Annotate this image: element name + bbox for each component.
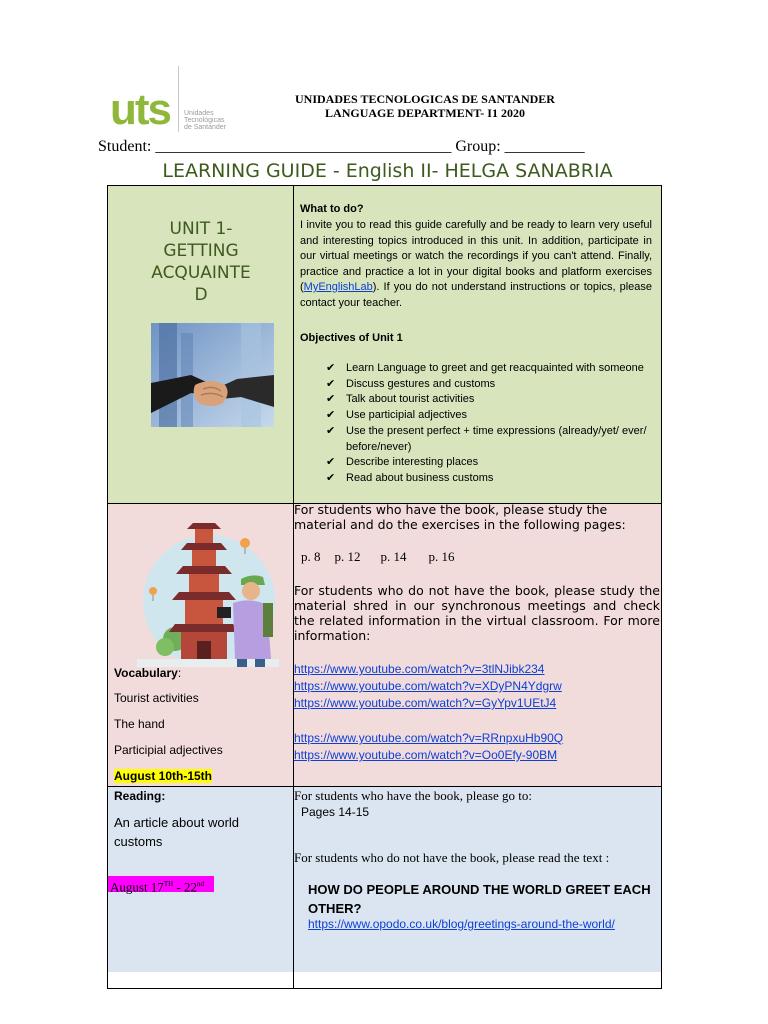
unit-title: UNIT 1- GETTING ACQUAINTE D — [151, 219, 251, 305]
list-item: ✔ Use participial adjectives — [326, 408, 662, 424]
youtube-link[interactable]: https://www.youtube.com/watch?v=GyYpv1UEtJ4 — [294, 696, 557, 710]
youtube-link[interactable]: https://www.youtube.com/watch?v=Oo0Efy-90BM — [294, 748, 558, 762]
list-item: ✔ Discuss gestures and customs — [326, 377, 662, 393]
page-list: p. 8 p. 12 p. 14 p. 16 — [301, 549, 455, 564]
list-item: ✔ Learn Language to greet and get reacquainted with someone — [326, 361, 662, 377]
checkmark-icon: ✔ — [326, 471, 336, 484]
logo-subtitle: Unidades Tecnológicas de Santander — [184, 110, 227, 131]
vocabulary-date: August 10th-15th — [114, 769, 213, 783]
vocabulary-label: Vocabulary — [114, 666, 178, 680]
list-item: The hand — [114, 717, 165, 731]
checkmark-icon: ✔ — [326, 377, 336, 390]
youtube-link[interactable]: https://www.youtube.com/watch?v=RRnpxuHb90Q — [294, 731, 564, 745]
checkmark-icon: ✔ — [326, 456, 336, 469]
reading-label: Reading: — [114, 789, 166, 803]
checkmark-icon: ✔ — [326, 424, 336, 437]
tourist-pagoda-illustration — [137, 519, 279, 667]
objectives-heading: Objectives of Unit 1 — [300, 332, 403, 344]
list-item: Tourist activities — [114, 691, 199, 705]
what-to-do-heading: What to do? — [300, 203, 364, 215]
table-border — [107, 185, 662, 186]
table-border — [661, 185, 662, 989]
youtube-link[interactable]: https://www.youtube.com/watch?v=XDyPN4Ydgrw — [294, 679, 562, 693]
video-links — [294, 661, 562, 712]
reading-book-instructions: For students who have the book, please go to: — [294, 788, 532, 803]
reading-topic: An article about world customs — [114, 815, 240, 849]
myenglishlab-link[interactable]: MyEnglishLab — [303, 281, 373, 293]
table-border — [107, 988, 662, 989]
reading-pages: Pages 14-15 — [301, 805, 370, 819]
checkmark-icon: ✔ — [326, 362, 336, 374]
youtube-link[interactable]: https://www.youtube.com/watch?v=3tlNJibk234 — [294, 662, 545, 676]
checkmark-icon: ✔ — [326, 409, 336, 422]
guide-title: LEARNING GUIDE - English II- HELGA SANABRIA — [162, 160, 613, 182]
list-item: ✔ Talk about tourist activities — [326, 392, 662, 408]
reading-no-book-instructions: For students who do not have the book, please read the text : — [294, 850, 610, 865]
list-item: ✔ Use the present perfect + time expressions (already/yet/ ever/ before/never) — [326, 424, 647, 453]
student-group-line: Student: _____________________________________ Group: __________ — [98, 138, 585, 155]
department-name: LANGUAGE DEPARTMENT- I1 2020 — [325, 106, 525, 120]
handshake-image — [151, 323, 274, 427]
logo-divider — [178, 66, 179, 132]
logo-text: uts — [110, 85, 170, 134]
checkmark-icon: ✔ — [326, 393, 336, 406]
uts-logo — [110, 66, 260, 136]
article-link[interactable]: https://www.opodo.co.uk/blog/greetings-around-the-world/ — [308, 917, 615, 931]
list-item: Participial adjectives — [114, 743, 223, 757]
what-to-do-text: I invite you to read this guide carefully and be ready to learn very useful and interesting topics introduced in this unit. In addition, participate in our virtual meetings or watch the recordings if you can't attend. Finally, practice and practice a lot in your digital books and platform exercises (MyEnglishLab). If you do not understand instructions or topics, please contact your teacher. — [300, 219, 652, 309]
article-title: HOW DO PEOPLE AROUND THE WORLD GREET EACH OTHER? — [308, 882, 651, 916]
no-book-instructions: For students who do not have the book, please study the material shred in our synchronous meetings and check the related information in the virtual classroom. For more information: — [294, 583, 660, 643]
video-links-2 — [294, 730, 563, 764]
objectives-list — [326, 361, 662, 487]
list-item: ✔ Read about business customs — [326, 471, 662, 487]
book-instructions: For students who have the book, please study the material and do the exercises in the following pages: — [294, 502, 626, 532]
list-item: ✔ Describe interesting places — [326, 455, 662, 471]
row-bottom-bg — [107, 972, 661, 988]
reading-date: August 17TH - 22nd — [108, 876, 214, 892]
vocabulary-topics: Vocabulary: Tourist activities The hand Participial adjectives August 10th-15th — [114, 666, 223, 783]
institution-name: UNIDADES TECNOLOGICAS DE SANTANDER — [295, 92, 555, 106]
